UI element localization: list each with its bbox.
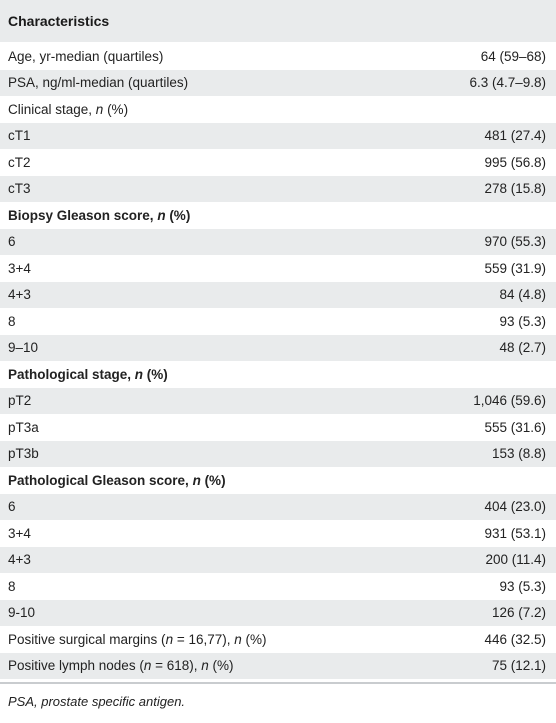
table-row [0,441,556,468]
row-value: 153 (8.8) [491,446,546,462]
table-row [0,520,556,547]
row-value: 93 (5.3) [499,578,546,594]
row-label: cT1 [8,128,31,144]
table-footnote: PSA, prostate specific antigen. [8,694,186,709]
row-value: 555 (31.6) [484,419,546,435]
table-row [0,626,556,653]
row-value: 446 (32.5) [484,631,546,647]
table-row [0,96,556,123]
row-value: 404 (23.0) [484,499,546,515]
row-label: 4+3 [8,552,31,568]
table-row [0,149,556,176]
row-label: 6 [8,234,16,250]
table-body [0,42,556,679]
table-row [0,600,556,627]
table-row [0,70,556,97]
table-row [0,308,556,335]
row-value: 995 (56.8) [484,154,546,170]
table-row [0,43,556,70]
table-row [0,388,556,415]
row-label: pT2 [8,393,32,409]
table-row [0,176,556,203]
row-label: Pathological stage, n (%) [8,366,168,382]
row-label: pT3a [8,419,39,435]
row-label: Age, yr-median (quartiles) [8,48,164,64]
row-label: 9–10 [8,340,39,356]
row-label: 3+4 [8,260,31,276]
table-row [0,255,556,282]
header-label: Characteristics [8,13,110,29]
row-value: 200 (11.4) [485,552,546,568]
row-value: 93 (5.3) [499,313,546,329]
row-label: 6 [8,499,16,515]
table-row [0,229,556,256]
row-value: 559 (31.9) [484,260,546,276]
row-value: 48 (2.7) [499,340,546,356]
table-row [0,467,556,494]
row-value: 64 (59–68) [480,48,546,64]
row-label: 8 [8,313,16,329]
row-label: Biopsy Gleason score, n (%) [8,207,191,223]
row-value: 970 (55.3) [484,234,546,250]
row-label: pT3b [8,446,39,462]
table-row [0,414,556,441]
table-row [0,494,556,521]
row-value: 84 (4.8) [499,287,546,303]
row-value: 481 (27.4) [484,128,546,144]
table-row [0,573,556,600]
table-row [0,653,556,680]
row-value: 75 (12.1) [491,658,546,674]
row-value: 126 (7.2) [491,605,546,621]
row-label: 8 [8,578,16,594]
row-value: 931 (53.1) [484,525,546,541]
row-label: Pathological Gleason score, n (%) [8,472,226,488]
row-label: Positive lymph nodes (n = 618), n (%) [8,658,234,674]
row-value: 1,046 (59.6) [473,393,546,409]
row-label: 3+4 [8,525,31,541]
row-label: Positive surgical margins (n = 16,77), n (%) [8,631,267,647]
row-label: cT2 [8,154,31,170]
table-row [0,547,556,574]
table-row [0,282,556,309]
row-value: 278 (15.8) [484,181,546,197]
row-label: cT3 [8,181,31,197]
row-label: Clinical stage, n (%) [8,101,129,117]
table-row [0,361,556,388]
table-row [0,123,556,150]
row-label: 9-10 [8,605,36,621]
row-value: 6.3 (4.7–9.8) [469,75,546,91]
row-label: PSA, ng/ml-median (quartiles) [8,75,189,91]
table-header [0,0,556,42]
table-row [0,335,556,362]
row-label: 4+3 [8,287,31,303]
table-row [0,202,556,229]
